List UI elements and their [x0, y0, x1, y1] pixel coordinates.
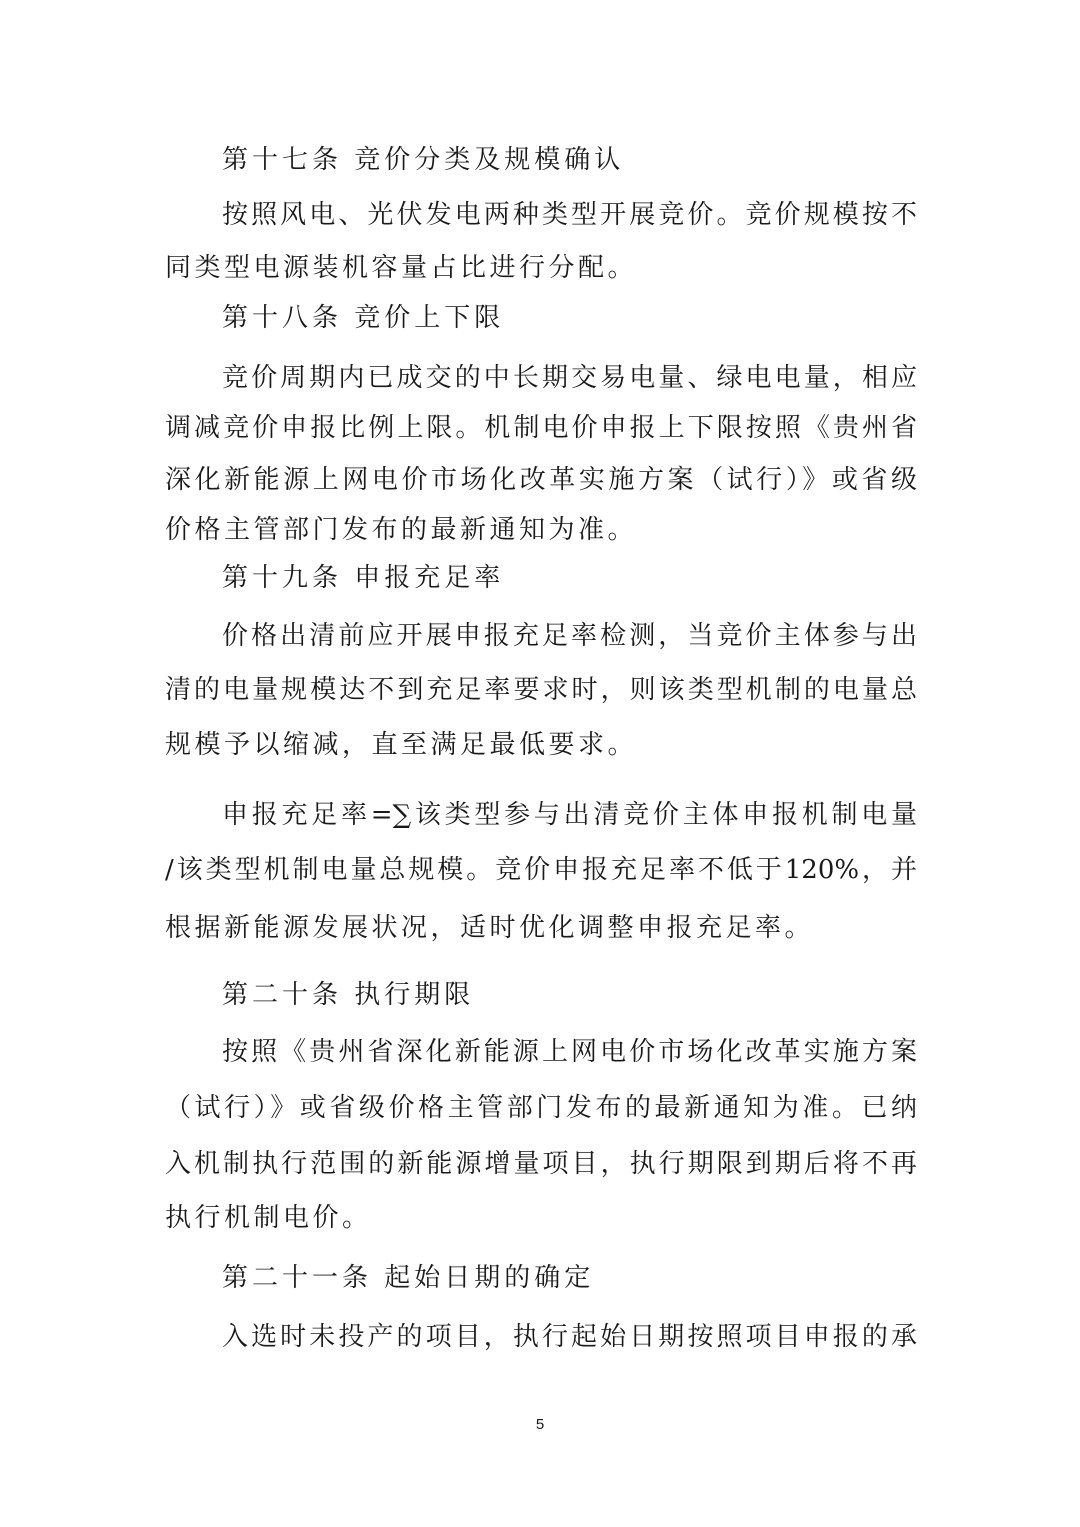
article-21-heading: 第二十一条 起始日期的确定 [222, 1263, 595, 1293]
paragraph-line: 价格出清前应开展申报充足率检测，当竞价主体参与出 [222, 621, 917, 651]
paragraph-line: 申报充足率=∑该类型参与出清竞价主体申报机制电量 [222, 800, 917, 830]
paragraph-line: 竞价周期内已成交的中长期交易电量、绿电电量，相应 [222, 363, 917, 393]
paragraph-line: 价格主管部门发布的最新通知为准。 [165, 515, 638, 545]
paragraph-line: 规模予以缩减，直至满足最低要求。 [165, 730, 638, 760]
article-17-heading: 第十七条 竞价分类及规模确认 [222, 145, 625, 175]
paragraph-line: 入机制执行范围的新能源增量项目，执行期限到期后将不再 [165, 1149, 917, 1179]
paragraph-line: 按照风电、光伏发电两种类型开展竞价。竞价规模按不 [222, 200, 917, 230]
paragraph-line: 入选时未投产的项目，执行起始日期按照项目申报的承 [222, 1322, 917, 1352]
paragraph-line: 调减竞价申报比例上限。机制电价申报上下限按照《贵州省 [165, 413, 917, 443]
paragraph-line: 深化新能源上网电价市场化改革实施方案（试行）》或省级 [165, 465, 917, 495]
paragraph-line: 执行机制电价。 [165, 1203, 372, 1233]
article-18-heading: 第十八条 竞价上下限 [222, 303, 505, 333]
page-number: 5 [535, 1416, 545, 1433]
paragraph-line: 同类型电源装机容量占比进行分配。 [165, 253, 638, 283]
paragraph-line: /该类型机制电量总规模。竞价申报充足率不低于120%，并 [165, 855, 917, 885]
article-19-heading: 第十九条 申报充足率 [222, 563, 505, 593]
article-20-heading: 第二十条 执行期限 [222, 980, 475, 1010]
paragraph-line: 清的电量规模达不到充足率要求时，则该类型机制的电量总 [165, 675, 917, 705]
paragraph-line: （试行）》或省级价格主管部门发布的最新通知为准。已纳 [165, 1093, 917, 1123]
paragraph-line: 根据新能源发展状况，适时优化调整申报充足率。 [165, 913, 815, 943]
paragraph-line: 按照《贵州省深化新能源上网电价市场化改革实施方案 [222, 1037, 917, 1067]
